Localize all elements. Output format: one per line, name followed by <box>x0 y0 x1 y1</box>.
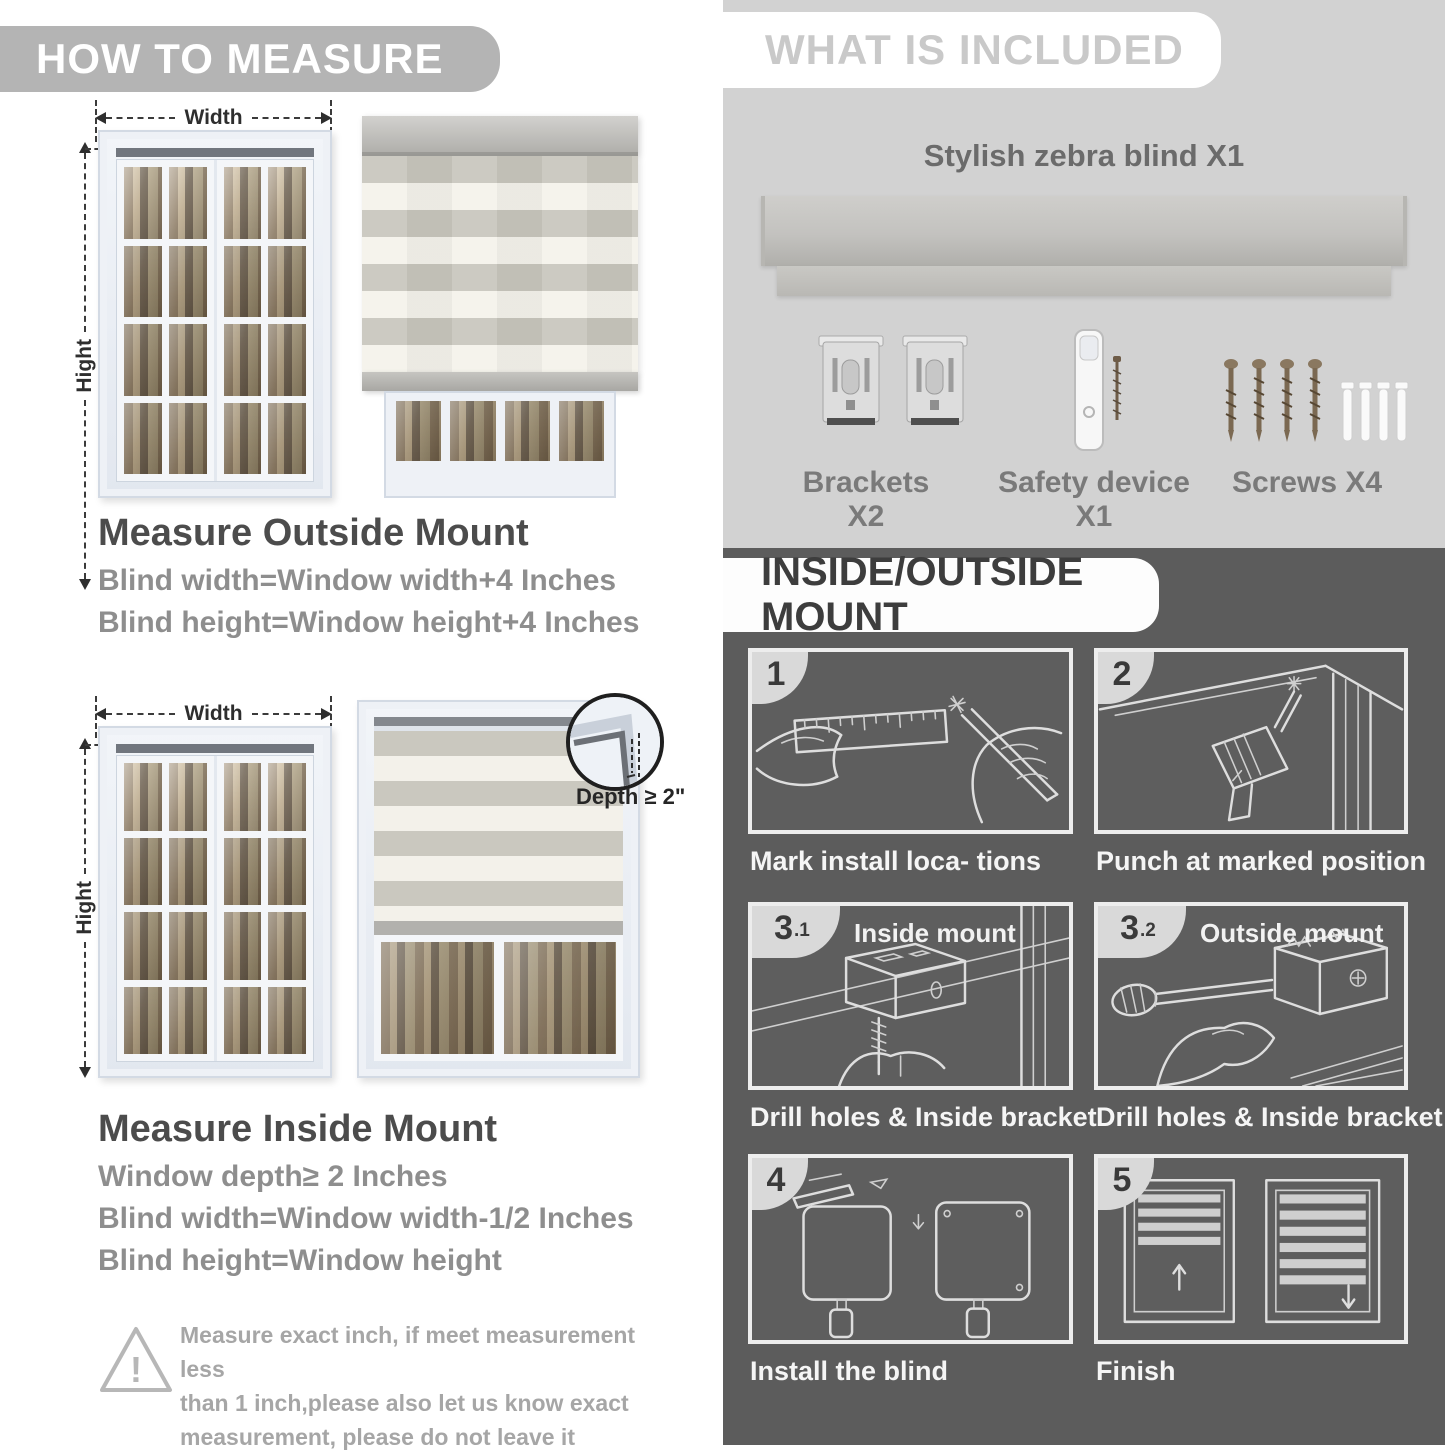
height-arrow-2 <box>73 738 96 1078</box>
depth-detail-inset <box>566 693 664 791</box>
what-is-included-title: WHAT IS INCLUDED <box>765 26 1184 73</box>
window-pane <box>268 987 306 1055</box>
window-pane <box>268 246 306 318</box>
step-badge-3-1: 3 .1 <box>752 906 840 958</box>
window-pane <box>268 912 306 980</box>
window-pane <box>169 403 207 475</box>
safety-device-label: Safety device X1 <box>998 466 1190 533</box>
screws-label: Screws X4 <box>1231 466 1383 499</box>
inside-outside-mount-section <box>723 548 1445 1445</box>
depth-label: Depth ≥ 2" <box>576 784 686 809</box>
inside-height-formula: Blind height=Window height <box>98 1244 502 1277</box>
measurement-warning-text: Measure exact inch, if meet measurement less than 1 inch,please also let us know exact measurement, please do not leave it <box>180 1322 636 1450</box>
step-caption-4: Install the blind <box>750 1356 949 1386</box>
window-pane <box>124 167 162 239</box>
step-badge-5: 5 <box>1098 1158 1154 1210</box>
window-pane <box>124 987 162 1055</box>
window-top-track <box>116 148 314 157</box>
blind-cassette-image <box>761 196 1407 266</box>
step-panel-4 <box>748 1154 1073 1344</box>
height-label-2: Hight <box>73 881 96 935</box>
inside-width-formula: Blind width=Window width-1/2 Inches <box>98 1202 634 1235</box>
screws-icon <box>1215 348 1411 458</box>
step-caption-2: Punch at marked position <box>1096 846 1427 876</box>
window-pane <box>124 763 162 831</box>
window-pane <box>268 763 306 831</box>
bracket-icon <box>815 330 887 436</box>
arrow-down-icon <box>79 579 91 590</box>
outside-width-formula: Blind width=Window width+4 Inches <box>98 564 617 597</box>
window-pane <box>124 403 162 475</box>
step-title-3-2: Outside mount <box>1200 918 1384 948</box>
window-pane <box>124 324 162 396</box>
wall-anchors <box>1341 382 1408 441</box>
window-pane <box>169 912 207 980</box>
right-column <box>723 0 1445 1445</box>
step-panel-3-2 <box>1094 902 1408 1090</box>
window-pane <box>224 324 262 396</box>
step-caption-3-1: Drill holes & Inside bracket <box>750 1102 1097 1132</box>
window-photo-2 <box>98 726 332 1078</box>
window-pane <box>124 912 162 980</box>
window-pane <box>124 838 162 906</box>
window-pane <box>224 838 262 906</box>
bracket-icon <box>899 330 971 436</box>
step-badge-2: 2 <box>1098 652 1154 704</box>
window-pane <box>268 167 306 239</box>
step-panel-3-1 <box>748 902 1073 1090</box>
outside-mount-title: Measure Outside Mount <box>98 512 529 554</box>
blind-bottom-rail <box>362 372 638 391</box>
step-caption-5: Finish <box>1096 1356 1176 1386</box>
step-badge-4: 4 <box>752 1158 808 1210</box>
window-pane <box>224 403 262 475</box>
window-pane <box>169 987 207 1055</box>
inside-blind-bottom-rail <box>374 921 623 935</box>
window-pane <box>224 246 262 318</box>
step-caption-3-2: Drill holes & Inside bracket <box>1096 1102 1443 1132</box>
safety-device-icon <box>1051 326 1135 460</box>
inside-depth-formula: Window depth≥ 2 Inches <box>98 1160 448 1193</box>
blind-cassette-underside <box>777 266 1391 296</box>
mount-title: INSIDE/OUTSIDE MOUNT <box>761 550 1084 639</box>
window-panes-below <box>374 935 623 1061</box>
zebra-blind-label: Stylish zebra blind X1 <box>923 138 1245 173</box>
brackets-label: Brackets X2 <box>802 466 930 533</box>
width-arrow <box>95 106 332 129</box>
window-corner-detail-icon <box>570 697 660 787</box>
warning-triangle-icon <box>96 1322 176 1398</box>
window-pane <box>169 324 207 396</box>
arrow-down-icon <box>79 1067 91 1078</box>
window-pane <box>268 838 306 906</box>
window-below-blind <box>384 391 616 498</box>
step-panel-2 <box>1094 648 1408 834</box>
step-title-3-1: Inside mount <box>854 918 1016 948</box>
window-pane <box>224 167 262 239</box>
window-pane <box>169 838 207 906</box>
window-pane <box>169 167 207 239</box>
window-pane <box>169 246 207 318</box>
height-arrow <box>73 142 96 590</box>
blind-headrail <box>362 116 638 156</box>
height-label: Hight <box>73 339 96 393</box>
svg-text:!: ! <box>130 1349 142 1390</box>
window-pane <box>169 763 207 831</box>
window-pane <box>124 246 162 318</box>
step-caption-1: Mark install loca- tions <box>750 846 1042 876</box>
blind-stripes <box>362 156 638 372</box>
step-panel-1 <box>748 648 1073 834</box>
window-pane <box>268 403 306 475</box>
how-to-measure-title: HOW TO MEASURE <box>36 35 444 82</box>
window-photo <box>98 130 332 498</box>
what-is-included-section <box>723 0 1445 548</box>
step-badge-1: 1 <box>752 652 808 704</box>
window-pane <box>224 912 262 980</box>
window-pane <box>224 763 262 831</box>
step-badge-3-2: 3 .2 <box>1098 906 1186 958</box>
width-label-2: Width <box>184 702 243 725</box>
zebra-blind-outside-figure <box>362 116 638 498</box>
how-to-measure-banner <box>0 26 500 92</box>
step-panel-5 <box>1094 1154 1408 1344</box>
inside-mount-figures <box>0 690 723 1102</box>
outside-height-formula: Blind height=Window height+4 Inches <box>98 606 640 639</box>
window-pane <box>268 324 306 396</box>
what-is-included-banner <box>723 12 1221 88</box>
outside-mount-figures <box>0 100 723 500</box>
window-pane <box>224 987 262 1055</box>
inside-mount-title: Measure Inside Mount <box>98 1108 498 1150</box>
width-arrow-2 <box>95 702 332 725</box>
width-label: Width <box>184 106 243 129</box>
mount-banner <box>723 550 1159 639</box>
